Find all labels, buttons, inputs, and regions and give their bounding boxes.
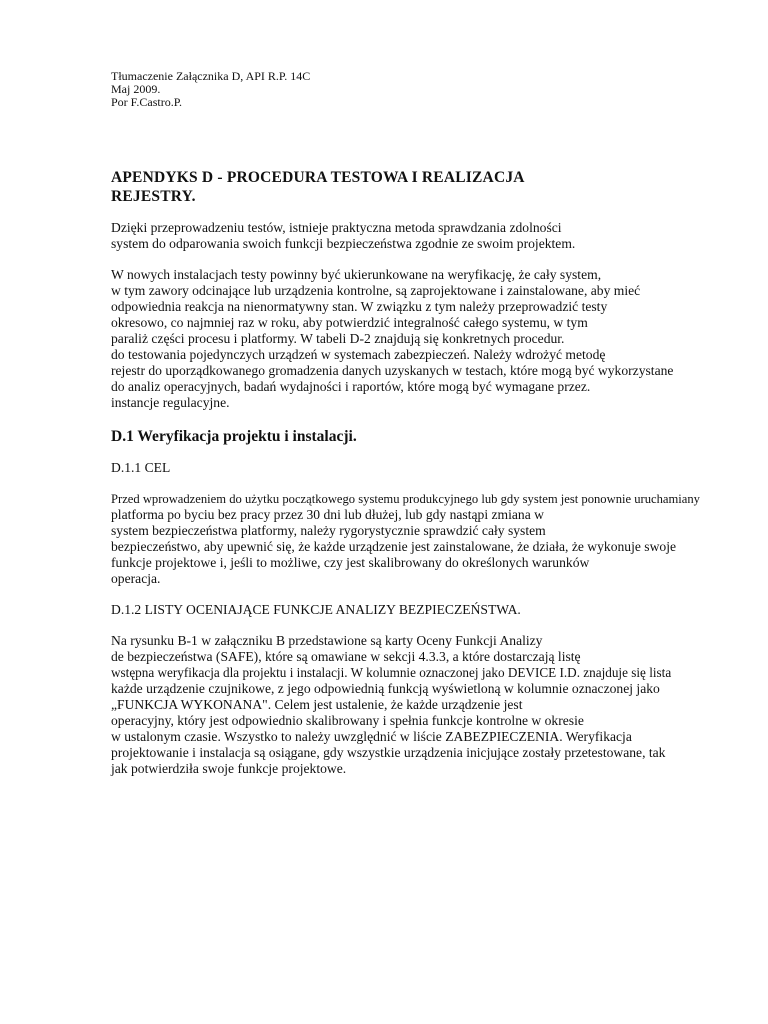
title-line-2: REJESTRY.: [111, 188, 196, 205]
paragraph-line: „FUNKCJA WYKONANA". Celem jest ustalenie, że każde urządzenie jest: [111, 697, 523, 712]
header-line-2: Maj 2009.: [111, 82, 161, 96]
paragraph-line: okresowo, co najmniej raz w roku, aby potwierdzić integralność całego systemu, w tym: [111, 315, 588, 330]
paragraph-line: instancje regulacyjne.: [111, 395, 230, 410]
paragraph-line: w ustalonym czasie. Wszystko to należy uwzględnić w liście ZABEZPIECZENIA. Weryfikacja: [111, 729, 632, 744]
title-line-1: APENDYKS D - PROCEDURA TESTOWA I REALIZACJA: [111, 169, 525, 186]
header-line-3: Por F.Castro.P.: [111, 95, 183, 109]
paragraph-line: bezpieczeństwo, aby upewnić się, że każde urządzenie jest zainstalowane, że działa, że wykonuje swoje: [111, 539, 677, 554]
paragraph-line: paraliż części procesu i platformy. W tabeli D-2 znajdują się konkretnych procedur.: [111, 331, 565, 346]
paragraph-line: Dzięki przeprowadzeniu testów, istnieje praktyczna metoda sprawdzania zdolności: [111, 220, 562, 235]
intro-paragraph: [111, 220, 575, 252]
paragraph-line: każde urządzenie czujnikowe, z jego odpowiednią funkcją wyświetloną w kolumnie oznaczonej jako: [111, 681, 660, 696]
section-heading-d1: D.1 Weryfikacja projektu i instalacji.: [111, 428, 357, 445]
safe-checklists-paragraph: [111, 633, 671, 777]
paragraph-line: w tym zawory odcinające lub urządzenia kontrolne, są zaprojektowane i zainstalowane, aby mieć: [111, 283, 641, 298]
paragraph-line: odpowiednia reakcja na nienormatywny stan. W związku z tym należy przeprowadzić testy: [111, 299, 608, 314]
new-installations-paragraph: [111, 267, 673, 411]
paragraph-line: rejestr do uporządkowanego gromadzenia danych uzyskanych w testach, które mogą być wykorzystane: [111, 363, 674, 378]
paragraph-line: operacyjny, który jest odpowiednio skalibrowany i spełnia funkcje kontrolne w okresie: [111, 713, 584, 728]
paragraph-line: Przed wprowadzeniem do użytku początkowego systemu produkcyjnego lub gdy system jest ponownie uruchamiany: [111, 492, 700, 506]
paragraph-line: do analiz operacyjnych, badań wydajności i raportów, które mogą być wymagane przez.: [111, 379, 591, 394]
paragraph-line: funkcje projektowe i, jeśli to możliwe, czy jest skalibrowany do określonych warunków: [111, 555, 590, 570]
paragraph-line: wstępna weryfikacja dla projektu i instalacji. W kolumnie oznaczonej jako DEVICE I.D. znajduje się lista: [111, 665, 672, 680]
paragraph-line: Na rysunku B-1 w załączniku B przedstawione są karty Oceny Funkcji Analizy: [111, 633, 543, 648]
subsection-heading-d1-2: D.1.2 LISTY OCENIAJĄCE FUNKCJE ANALIZY BEZPIECZEŃSTWA.: [111, 602, 521, 617]
header-line-1: Tłumaczenie Załącznika D, API R.P. 14C: [111, 69, 311, 83]
paragraph-line: system do odparowania swoich funkcji bezpieczeństwa zgodnie ze swoim projektem.: [111, 236, 576, 251]
paragraph-line: platforma po byciu bez pracy przez 30 dni lub dłużej, lub gdy nastąpi zmiana w: [111, 507, 544, 522]
document-title: [111, 168, 525, 206]
paragraph-line: jak potwierdziła swoje funkcje projektowe.: [111, 761, 347, 776]
subsection-heading-d1-1: D.1.1 CEL: [111, 460, 171, 475]
paragraph-line: do testowania pojedynczych urządzeń w systemach zabezpieczeń. Należy wdrożyć metodę: [111, 347, 606, 362]
paragraph-line: projektowanie i instalacja są osiągane, gdy wszystkie urządzenia inicjujące zostały przetestowane, tak: [111, 745, 666, 760]
translation-header: [111, 70, 310, 109]
paragraph-line: de bezpieczeństwa (SAFE), które są omawiane w sekcji 4.3.3, a które dostarczają listę: [111, 649, 581, 664]
paragraph-line: system bezpieczeństwa platformy, należy rygorystycznie sprawdzić cały system: [111, 523, 546, 538]
paragraph-line: operacja.: [111, 571, 161, 586]
paragraph-line: W nowych instalacjach testy powinny być ukierunkowane na weryfikację, że cały system,: [111, 267, 602, 282]
purpose-paragraph: [111, 491, 700, 587]
